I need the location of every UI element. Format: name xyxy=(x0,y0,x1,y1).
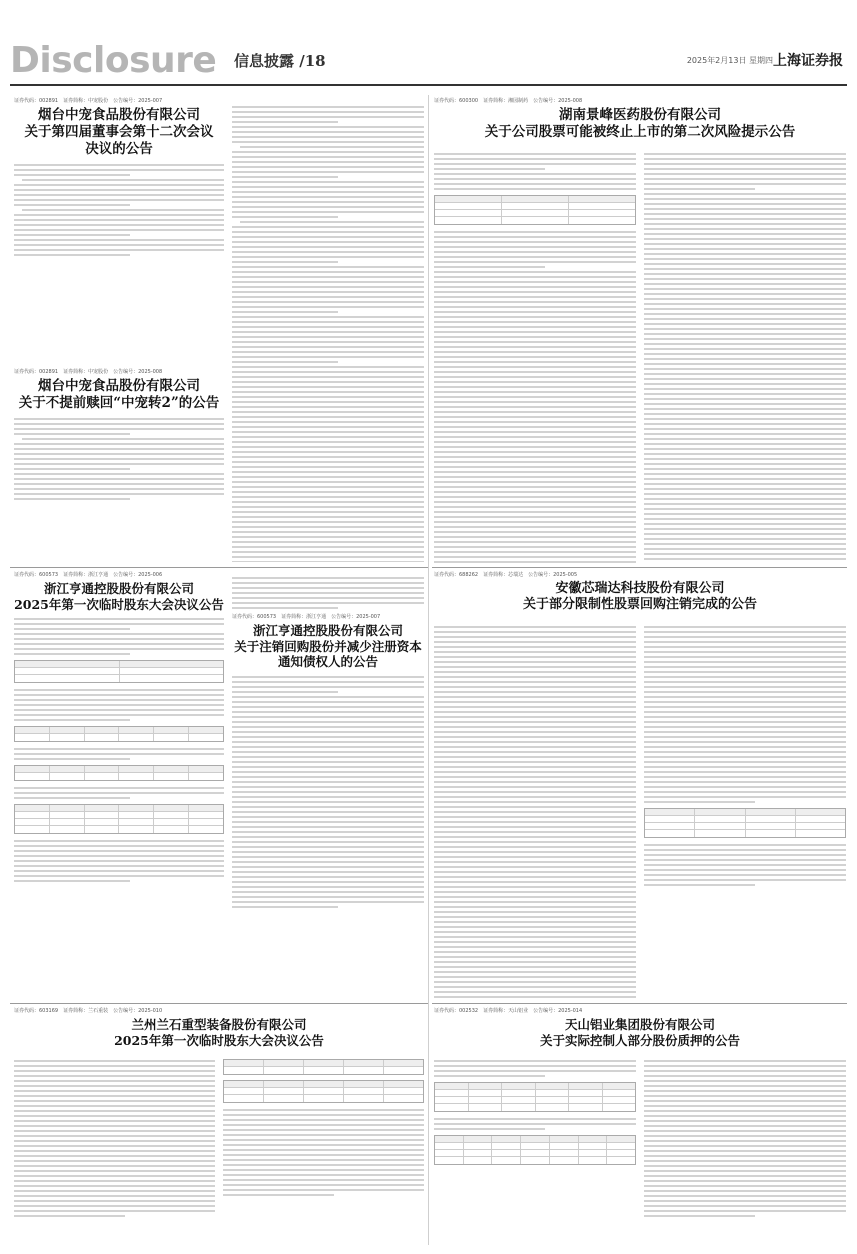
disclosure-wordmark: Disclosure xyxy=(10,40,217,81)
notice-title: 天山铝业集团股份有限公司 关于实际控制人部分股份质押的公告 xyxy=(539,1017,740,1048)
notice-title: 湖南景峰医药股份有限公司 关于公司股票可能被终止上市的第二次风险提示公告 xyxy=(484,107,796,140)
data-table xyxy=(223,1080,424,1103)
data-table xyxy=(14,765,224,781)
row-divider xyxy=(10,567,428,568)
notice-continuation xyxy=(232,100,424,562)
row-divider xyxy=(432,567,847,568)
column-divider xyxy=(428,95,429,1245)
notice-hengtong-meeting xyxy=(14,571,224,1001)
notice-code: 证券代码：600573 证券简称：浙江亨通 公告编号：2025-006 xyxy=(14,572,163,578)
data-table xyxy=(14,726,224,742)
notice-title: 浙江亨通控股股份有限公司 关于注销回购股份并减少注册资本 通知债权人的公告 xyxy=(234,623,422,670)
newspaper-logo: 上海证券报 xyxy=(773,53,843,69)
section-title: 信息披露 /18 xyxy=(234,52,326,70)
notice-hengtong-cancel-shares xyxy=(232,571,424,1001)
notice-zhongchong-board xyxy=(14,97,224,357)
notice-code: 证券代码：002532 证券简称：天山铝业 公告编号：2025-014 xyxy=(434,1008,583,1014)
data-table xyxy=(434,195,636,225)
notice-lanshi-meeting xyxy=(14,1007,424,1247)
notice-body xyxy=(14,418,224,500)
data-table xyxy=(14,804,224,834)
row-divider xyxy=(432,1003,847,1004)
notice-title: 烟台中宠食品股份有限公司 关于不提前赎回“中宠转2”的公告 xyxy=(18,378,220,411)
notice-code: 证券代码：600573 证券简称：浙江亨通 公告编号：2025-007 xyxy=(232,614,381,620)
masthead-rule xyxy=(10,84,847,86)
notice-code: 证券代码：603169 证券简称：兰石重装 公告编号：2025-010 xyxy=(14,1008,163,1014)
masthead xyxy=(0,0,857,95)
notice-xinruida-buyback xyxy=(434,571,846,1001)
row-divider xyxy=(10,1003,428,1004)
notice-body xyxy=(14,164,224,256)
data-table xyxy=(434,1082,636,1112)
notice-zhongchong-redeem xyxy=(14,368,224,563)
data-table xyxy=(644,808,846,838)
notice-title: 兰州兰石重型装备股份有限公司 2025年第一次临时股东大会决议公告 xyxy=(114,1017,324,1048)
notice-tianshan-pledge xyxy=(434,1007,846,1247)
date-line: 2025年2月13日 星期四 xyxy=(686,56,773,65)
notice-code: 证券代码：600300 证券简称：湘园制药 公告编号：2025-008 xyxy=(434,98,583,104)
data-table xyxy=(14,660,224,683)
notice-code: 证券代码：002891 证券简称：中宠股份 公告编号：2025-008 xyxy=(14,369,163,375)
notice-code: 证券代码：002891 证券简称：中宠股份 公告编号：2025-007 xyxy=(14,98,163,104)
notice-title: 烟台中宠食品股份有限公司 关于第四届董事会第十二次会议 决议的公告 xyxy=(24,107,214,157)
data-table xyxy=(434,1135,636,1165)
notice-code: 证券代码：688262 证券简称：芯瑞达 公告编号：2025-005 xyxy=(434,572,578,578)
data-table xyxy=(223,1059,424,1075)
notice-title: 浙江亨通控股股份有限公司 2025年第一次临时股东大会决议公告 xyxy=(14,581,224,612)
notice-title: 安徽芯瑞达科技股份有限公司 关于部分限制性股票回购注销完成的公告 xyxy=(522,581,757,613)
notice-jingfeng-delisting xyxy=(434,97,846,563)
